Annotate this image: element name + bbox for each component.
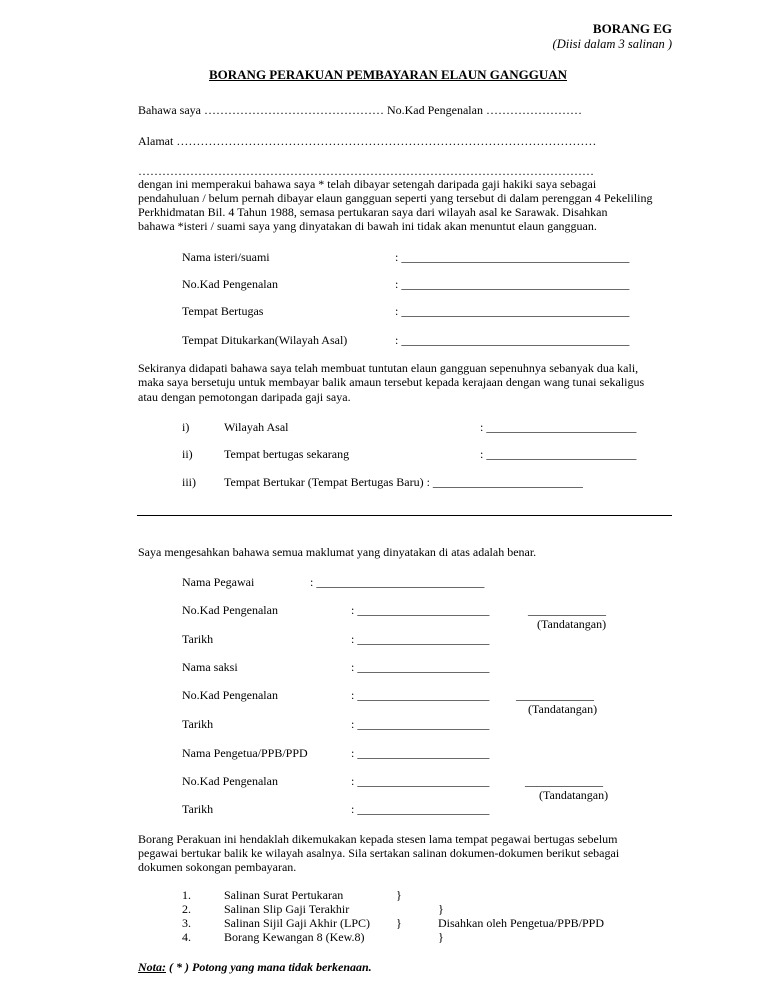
bracket-1: } xyxy=(396,888,402,902)
officer-signature-line[interactable]: _____________ xyxy=(528,603,606,617)
principal-signature-line[interactable]: _____________ xyxy=(525,774,603,788)
spouse-ic-label: No.Kad Pengenalan xyxy=(182,277,278,291)
doc-label-2: Salinan Slip Gaji Terakhir xyxy=(224,902,350,916)
spouse-origin-label: Tempat Ditukarkan(Wilayah Asal) xyxy=(182,333,348,347)
doc-num-3: 3. xyxy=(182,916,191,930)
officer-name-label: Nama Pegawai xyxy=(182,575,255,589)
spouse-workplace-field[interactable]: : ______________________________________ xyxy=(395,304,630,318)
doc-label-4: Borang Kewangan 8 (Kew.8) xyxy=(224,930,365,944)
submission-line-2: pegawai bertukar balik ke wilayah asalnya. Sila sertakan salinan dokumen-dokumen berikut sebagai xyxy=(138,846,620,860)
doc-label-3: Salinan Sijil Gaji Akhir (LPC) xyxy=(224,916,370,930)
repayment-line-3: atau dengan pemotongan daripada gaji saya. xyxy=(138,390,351,404)
doc-num-2: 2. xyxy=(182,902,191,916)
spouse-name-label: Nama isteri/suami xyxy=(182,250,270,264)
officer-name-field[interactable]: : ____________________________ xyxy=(310,575,485,589)
witness-name-label: Nama saksi xyxy=(182,660,238,674)
form-code: BORANG EG xyxy=(592,21,672,36)
bracket-right-1: } xyxy=(438,902,444,916)
submission-line-1: Borang Perakuan ini hendaklah dikemukakan kepada stesen lama tempat pegawai bertugas sebelum xyxy=(138,832,618,846)
location-label-3[interactable]: Tempat Bertukar (Tempat Bertugas Baru) : _________________________ xyxy=(224,475,583,489)
doc-label-1: Salinan Surat Pertukaran xyxy=(224,888,344,902)
witness-date-field[interactable]: : ______________________ xyxy=(351,717,490,731)
repayment-line-1: Sekiranya didapati bahawa saya telah membuat tuntutan elaun gangguan sepenuhnya sebanyak dua kali, xyxy=(138,361,639,375)
verified-by-text: Disahkan oleh Pengetua/PPB/PPD xyxy=(438,916,605,930)
bracket-right-3: } xyxy=(438,930,444,944)
principal-ic-label: No.Kad Pengenalan xyxy=(182,774,278,788)
location-label-1: Wilayah Asal xyxy=(224,420,289,434)
officer-ic-label: No.Kad Pengenalan xyxy=(182,603,278,617)
principal-date-label: Tarikh xyxy=(182,802,214,816)
location-label-2: Tempat bertugas sekarang xyxy=(224,447,350,461)
declaration-line-7: bahawa *isteri / suami saya yang dinyatakan di bawah ini tidak akan menuntut elaun gangguan. xyxy=(138,219,597,233)
form-title: BORANG PERAKUAN PEMBAYARAN ELAUN GANGGUAN xyxy=(209,67,568,82)
location-field-2[interactable]: : _________________________ xyxy=(480,447,637,461)
witness-signature-line[interactable]: _____________ xyxy=(516,688,594,702)
footnote-label: Nota: xyxy=(138,960,166,974)
witness-date-label: Tarikh xyxy=(182,717,214,731)
bracket-3: } xyxy=(396,916,402,930)
officer-ic-field[interactable]: : ______________________ xyxy=(351,603,490,617)
witness-ic-label: No.Kad Pengenalan xyxy=(182,688,278,702)
principal-name-label: Nama Pengetua/PPB/PPD xyxy=(182,746,308,760)
principal-ic-field[interactable]: : ______________________ xyxy=(351,774,490,788)
section-divider xyxy=(137,515,672,516)
principal-signature-caption: (Tandatangan) xyxy=(539,788,609,802)
location-num-2: ii) xyxy=(182,447,193,461)
spouse-name-field[interactable]: : ______________________________________ xyxy=(395,250,630,264)
submission-line-3: dokumen sokongan pembayaran. xyxy=(138,860,297,874)
location-num-3: iii) xyxy=(182,475,196,489)
footnote xyxy=(138,960,372,974)
declaration-line-5: pendahuluan / belum pernah dibayar elaun gangguan seperti yang tersebut di dalam perenggan 4 Pekeliling xyxy=(138,191,653,205)
principal-name-field[interactable]: : ______________________ xyxy=(351,746,490,760)
officer-date-label: Tarikh xyxy=(182,632,214,646)
declaration-line-2: Alamat …………………………………………………………………………………………… xyxy=(138,134,597,148)
location-num-1: i) xyxy=(182,420,190,434)
witness-name-field[interactable]: : ______________________ xyxy=(351,660,490,674)
location-field-1[interactable]: : _________________________ xyxy=(480,420,637,434)
footnote-text: ( * ) Potong yang mana tidak berkenaan. xyxy=(166,960,372,974)
copies-note: (Diisi dalam 3 salinan ) xyxy=(552,37,672,51)
principal-date-field[interactable]: : ______________________ xyxy=(351,802,490,816)
doc-num-4: 4. xyxy=(182,930,191,944)
declaration-line-1: Bahawa saya ……………………………………… No.Kad Pengenalan …………………… xyxy=(138,103,582,117)
spouse-origin-field[interactable]: : ______________________________________ xyxy=(395,333,630,347)
witness-ic-field[interactable]: : ______________________ xyxy=(351,688,490,702)
officer-date-field[interactable]: : ______________________ xyxy=(351,632,490,646)
doc-num-1: 1. xyxy=(182,888,191,902)
spouse-ic-field[interactable]: : ______________________________________ xyxy=(395,277,630,291)
officer-signature-caption: (Tandatangan) xyxy=(537,617,607,631)
declaration-line-4: dengan ini memperakui bahawa saya * telah dibayar setengah daripada gaji hakiki saya sebagai xyxy=(138,177,597,191)
witness-signature-caption: (Tandatangan) xyxy=(528,702,598,716)
repayment-line-2: maka saya bersetuju untuk membayar balik amaun tersebut kepada kerajaan dengan wang tunai sekaligus xyxy=(138,375,645,389)
confirmation-text: Saya mengesahkan bahawa semua maklumat yang dinyatakan di atas adalah benar. xyxy=(138,545,537,559)
declaration-line-6: Perkhidmatan Bil. 4 Tahun 1988, semasa pertukaran saya dari wilayah asal ke Sarawak. Disahkan xyxy=(138,205,608,219)
declaration-line-3: …………………………………………………………………………………………………… xyxy=(138,164,594,178)
spouse-workplace-label: Tempat Bertugas xyxy=(182,304,264,318)
